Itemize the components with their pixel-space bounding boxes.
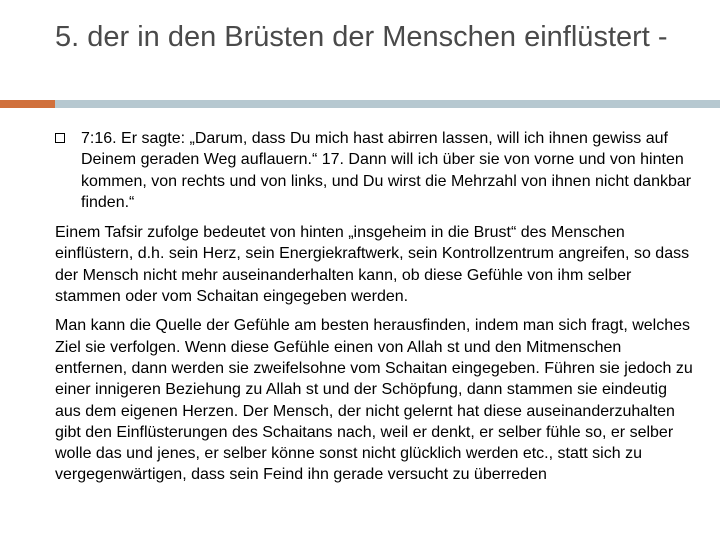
square-bullet-icon <box>55 133 65 143</box>
slide-body <box>55 128 695 494</box>
title-divider-line <box>55 100 720 108</box>
bullet-item <box>55 128 695 213</box>
title-divider-accent <box>0 100 55 108</box>
slide-title: 5. der in den Brüsten der Menschen einflüstert - <box>55 21 668 53</box>
paragraph: Einem Tafsir zufolge bedeutet von hinten „insgeheim in die Brust“ des Menschen einflüstern, d.h. sein Herz, sein Energiekraftwerk, sein Kontrollzentrum angreifen, so dass der Mensch nicht mehr auseinanderhalten kann, ob diese Gefühle von ihm selber stammen oder vom Schaitan eingegeben werden. <box>55 224 690 306</box>
bullet-text: 7:16. Er sagte: „Darum, dass Du mich hast abirren lassen, will ich ihnen gewiss auf Deinem geraden Weg auflauern.“ 17. Dann will ich über sie von vorne und von hinten kommen, von rechts und von links, und Du wirst die Mehrzahl von ihnen nicht dankbar finden.“ <box>81 130 692 211</box>
paragraph: Man kann die Quelle der Gefühle am besten herausfinden, indem man sich fragt, welches Ziel sie verfolgen. Wenn diese Gefühle einen von Allah st und den Mitmenschen entfernen, dann werden sie zweifelsohne vom Schaitan eingegeben. Führen sie jedoch zu einer innigeren Beziehung zu Allah st und der Schöpfung, dann stammen sie eindeutig aus dem eigenen Herzen. Der Mensch, der nicht gelernt hat diese auseinanderzuhalten gibt den Einflüsterungen des Schaitans nach, weil er denkt, er selber fühle so, er selber wolle das und jenes, er selber könne sonst nicht glücklich werden etc., statt sich zu vergegenwärtigen, dass sein Feind ihn gerade versucht zu überreden <box>55 317 693 484</box>
